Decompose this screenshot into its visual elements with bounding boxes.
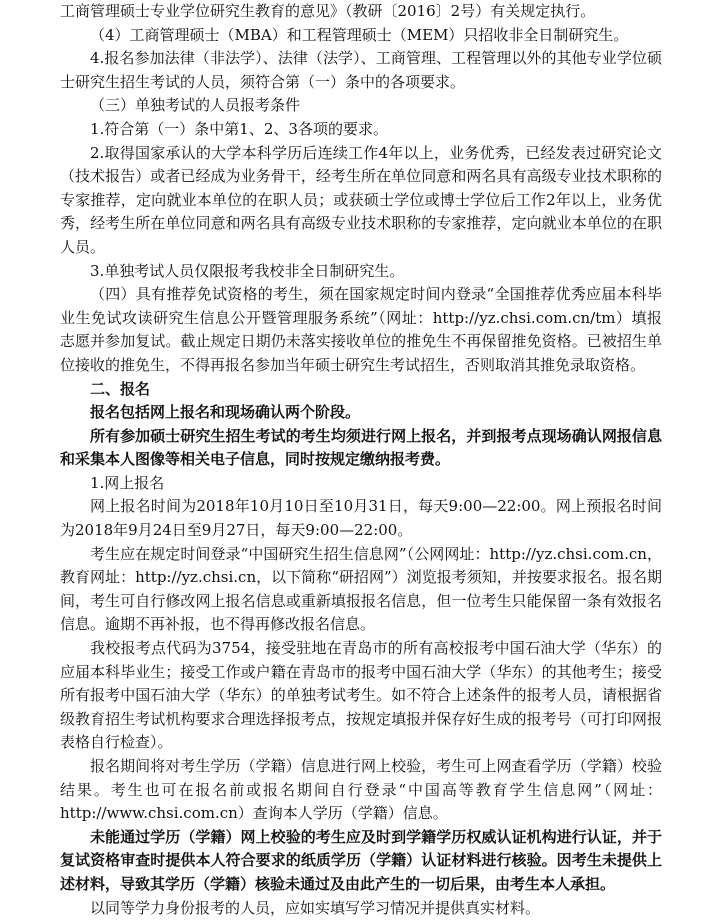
paragraph-6: 2.取得国家承认的大学本科学历后连续工作4年以上，业务优秀，已经发表过研究论文（技术报告）或者已经成为业务骨干，经考生所在单位同意和两名具有高级专业技术职称的专家推荐，定向就业本单位的在职人员；或获硕士学位或博士学位后工作2年以上，业务优秀，经考生所在单位同意和两名具有高级专业技术职称的专家推荐，定向就业本单位的在职人员。 [60,143,662,256]
paragraph-13: 网上报名时间为2018年10月10日至10月31日，每天9:00—22:00。网上预报名时间为2018年9月24日至9月27日，每天9:00—22:00。 [60,497,662,540]
paragraph-16: 报名期间将对考生学历（学籍）信息进行网上校验，考生可上网查看学历（学籍）校验结果。考生也可在报名前或报名期间自行登录“中国高等教育学生信息网”（网址：http://www.chsi.com.cn）查询本人学历（学籍）信息。 [60,757,662,823]
paragraph-5: 1.符合第（一）条中第1、2、3各项的要求。 [90,119,388,138]
paragraph-18: 以同等学力身份报考的人员，应如实填写学习情况并提供真实材料。 [90,898,541,917]
paragraph-15: 我校报考点代码为3754，接受驻地在青岛市的所有高校报考中国石油大学（华东）的应届本科毕业生；接受工作或户籍在青岛市的报考中国石油大学（华东）的其他考生；接受所有报考中国石油大学（华东）的单独考试考生。如不符合上述条件的报考人员，请根据省级教育招生考试机构要求合理选择报考点，按规定填报并保存好生成的报考号（可打印网报表格自行检查）。 [60,639,662,752]
paragraph-8: （四）具有推荐免试资格的考生，须在国家规定时间内登录“全国推荐优秀应届本科毕业生免试攻读研究生信息公开暨管理服务系统”（网址：http://yz.chsi.com.cn/tm）填报志愿并参加复试。截止规定日期仍未落实接收单位的推免生不再保留推免资格。已被招生单位接收的推免生，不得再报名参加当年硕士研究生考试招生，否则取消其推免录取资格。 [60,285,662,374]
subheading-online-registration: 1.网上报名 [90,473,165,492]
section-heading-3: （三）单独考试的人员报考条件 [90,96,301,115]
paragraph-7: 3.单独考试人员仅限报考我校非全日制研究生。 [90,261,405,280]
section-heading-registration: 二、报名 [90,379,151,398]
paragraph-14: 考生应在规定时间登录“中国研究生招生信息网”（公网网址：http://yz.chsi.com.cn，教育网址：http://yz.chsi.cn，以下简称“研招网”）浏览报考须知，并按要求报名。报名期间，考生可自行修改网上报名信息或重新填报报名信息，但一位考生只能保留一条有效报名信息。逾期不再补报，也不得再修改报名信息。 [60,544,662,634]
paragraph-10: 报名包括网上报名和现场确认两个阶段。 [90,403,361,422]
paragraph-17: 未能通过学历（学籍）网上校验的考生应及时到学籍学历权威认证机构进行认证，并于复试资格审查时提供本人符合要求的纸质学历（学籍）认证材料进行核验。因考生未提供上述材料，导致其学历（学籍）核验未通过及由此产生的一切后果，由考生本人承担。 [60,827,662,893]
paragraph-2: （4）工商管理硕士（MBA）和工程管理硕士（MEM）只招收非全日制研究生。 [90,25,629,44]
paragraph-1: 工商管理硕士专业学位研究生教育的意见》（教研〔2016〕2号）有关规定执行。 [60,2,596,20]
paragraph-3: 4.报名参加法律（非法学）、法律（法学）、工商管理、工程管理以外的其他专业学位硕士研究生招生考试的人员，须符合第（一）条中的各项要求。 [60,49,662,91]
paragraph-11: 所有参加硕士研究生招生考试的考生均须进行网上报名，并到报考点现场确认网报信息和采集本人图像等相关电子信息，同时按规定缴纳报考费。 [60,426,662,469]
